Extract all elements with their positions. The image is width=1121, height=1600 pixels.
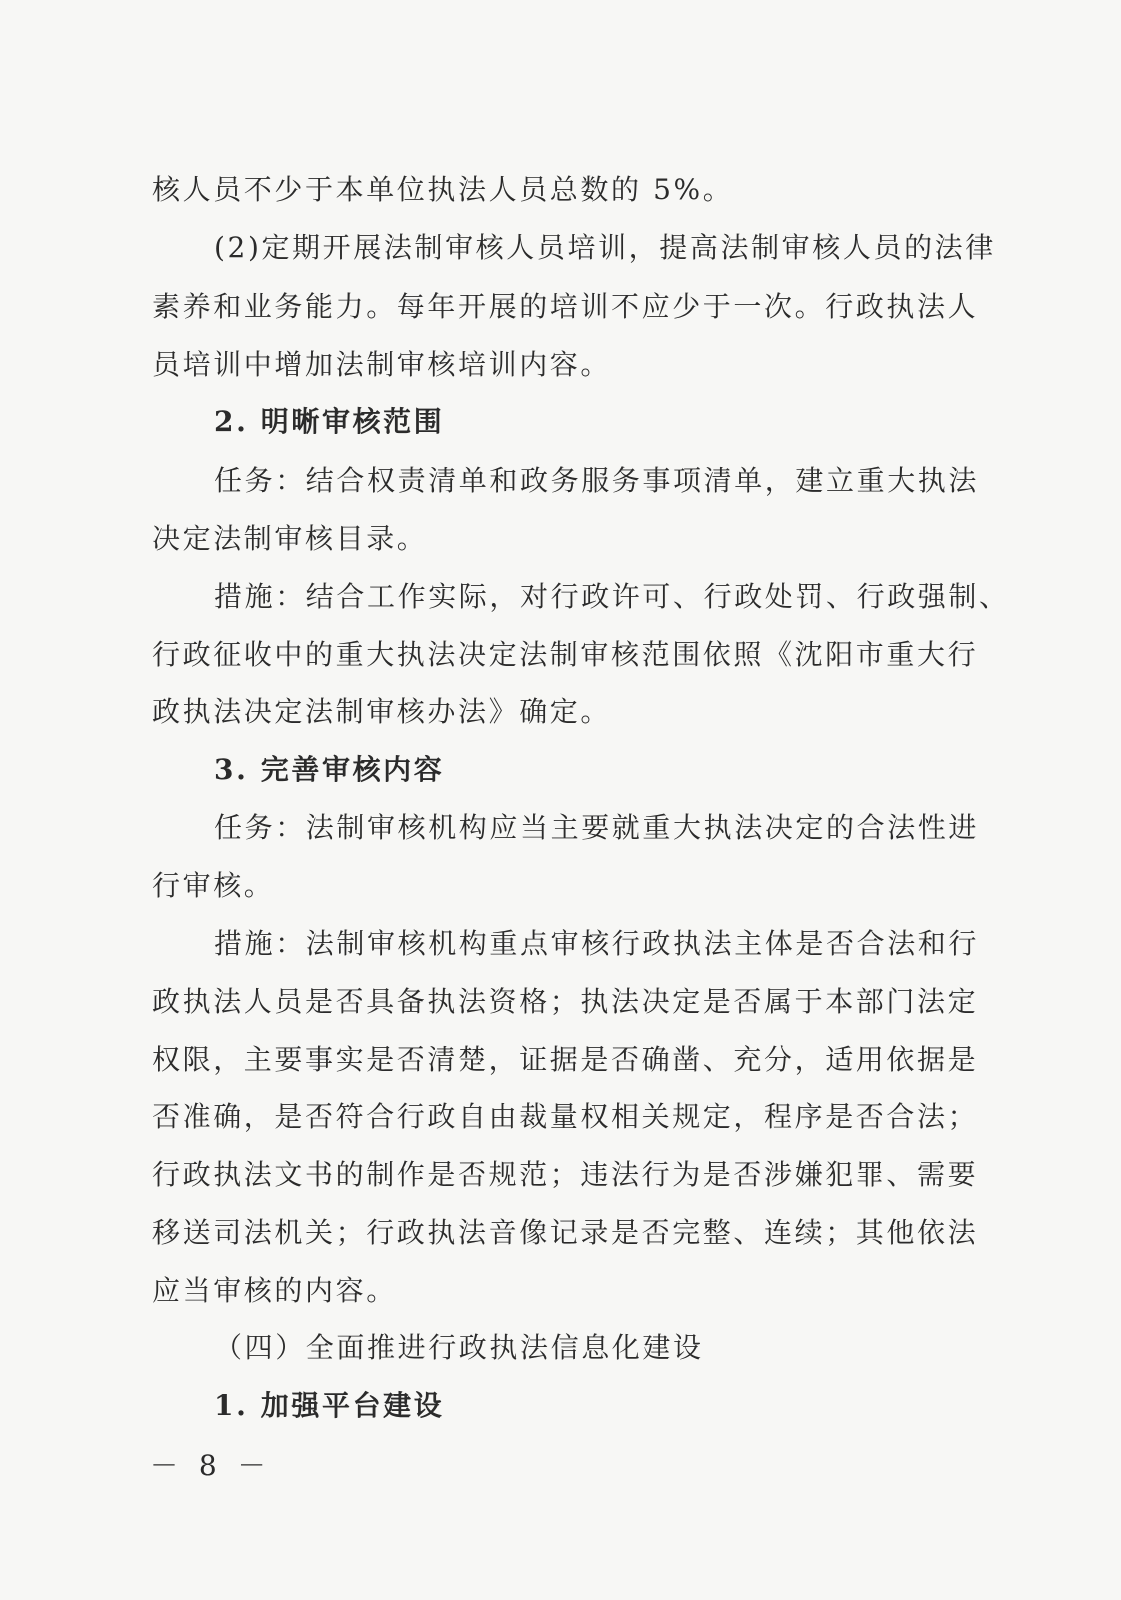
page-number: － 8 －: [150, 1449, 272, 1482]
text-line: 任务：法制审核机构应当主要就重大执法决定的合法性进: [214, 811, 980, 844]
section-heading: 1. 加强平台建设: [214, 1389, 445, 1422]
text-line: 应当审核的内容。: [152, 1274, 397, 1307]
text-line: 措施：结合工作实际，对行政许可、行政处罚、行政强制、: [214, 580, 1010, 613]
text-line: 否准确，是否符合行政自由裁量权相关规定，程序是否合法；: [152, 1100, 979, 1133]
text-line: 措施：法制审核机构重点审核行政执法主体是否合法和行: [214, 927, 980, 960]
text-line: (2)定期开展法制审核人员培训，提高法制审核人员的法律: [214, 231, 996, 264]
text-line: 核人员不少于本单位执法人员总数的 5%。: [152, 173, 734, 206]
text-line: 任务：结合权责清单和政务服务事项清单，建立重大执法: [214, 464, 980, 497]
text-line: 政执法人员是否具备执法资格；执法决定是否属于本部门法定: [152, 985, 979, 1018]
text-line: 行审核。: [152, 869, 275, 902]
text-line: 素养和业务能力。每年开展的培训不应少于一次。行政执法人: [152, 290, 979, 323]
section-heading: 2. 明晰审核范围: [214, 405, 445, 438]
text-line: 员培训中增加法制审核培训内容。: [152, 348, 612, 381]
text-line: 行政执法文书的制作是否规范；违法行为是否涉嫌犯罪、需要: [152, 1158, 979, 1191]
text-line: 行政征收中的重大执法决定法制审核范围依照《沈阳市重大行: [152, 638, 979, 671]
text-line: 移送司法机关；行政执法音像记录是否完整、连续；其他依法: [152, 1216, 979, 1249]
text-line: 权限，主要事实是否清楚，证据是否确凿、充分，适用依据是: [152, 1043, 979, 1076]
text-line: 决定法制审核目录。: [152, 522, 428, 555]
text-line: 政执法决定法制审核办法》确定。: [152, 695, 612, 728]
section-heading: 3. 完善审核内容: [214, 753, 445, 786]
section-heading: （四）全面推进行政执法信息化建设: [214, 1331, 704, 1364]
